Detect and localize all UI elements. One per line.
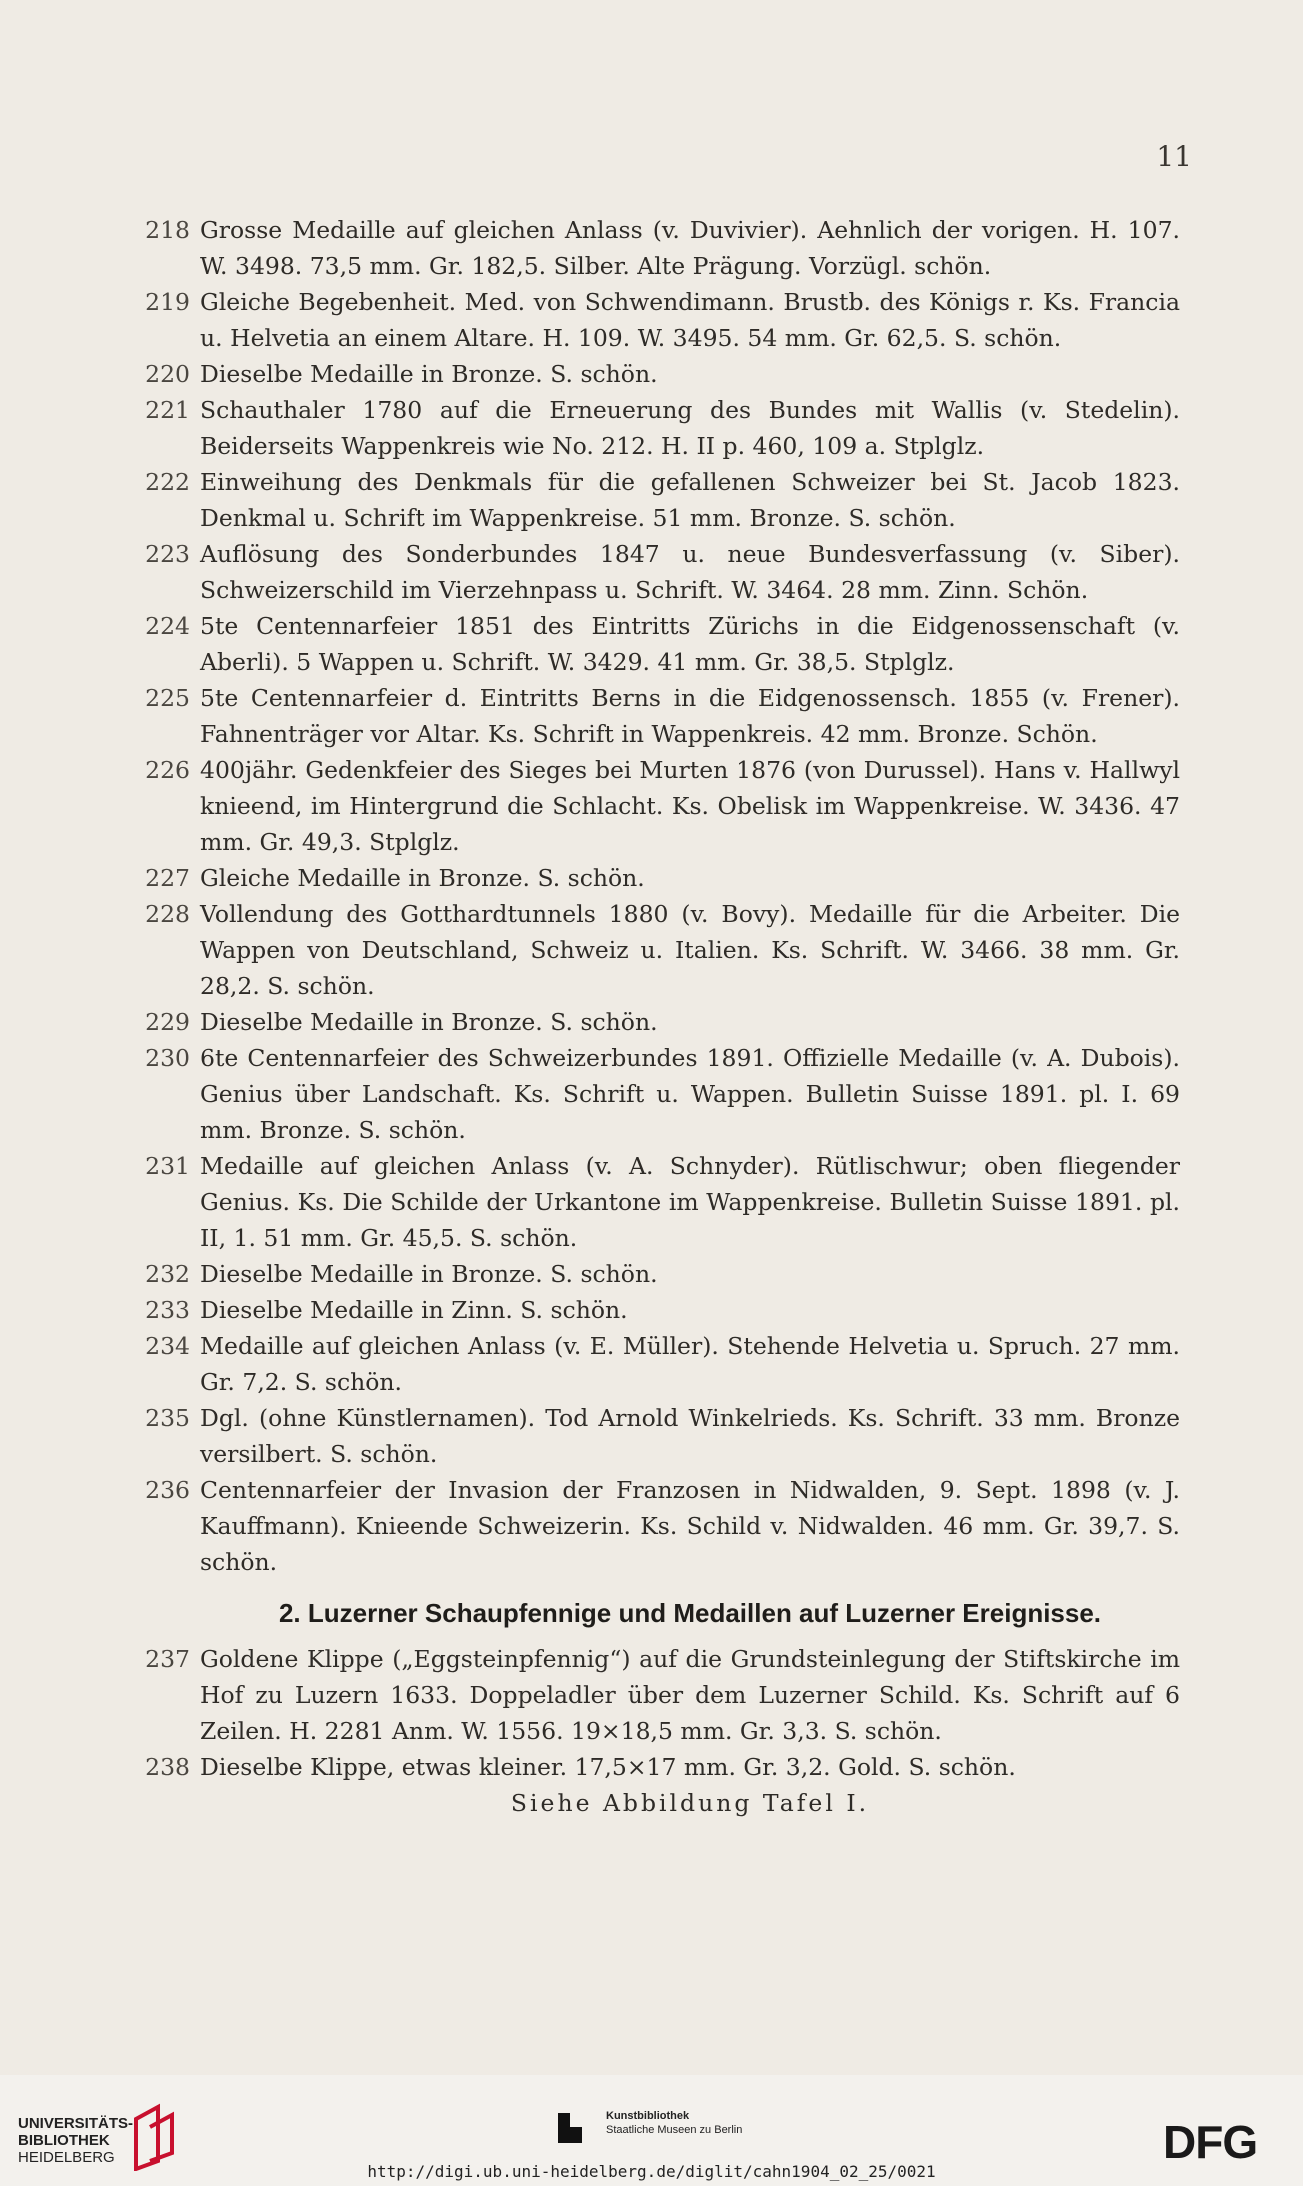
entry-number: 222 [145, 468, 190, 496]
footer-bar [0, 2075, 1303, 2186]
ub-logo-line2: BIBLIOTHEK [18, 2132, 110, 2149]
entry-text: Einweihung des Denkmals für die gefallenen Schweizer bei St. Jacob 1823. Denkmal u. Schrift im Wappenkreise. 51 mm. Bronze. S. schön. [200, 468, 1180, 532]
catalog-entry [120, 1472, 1180, 1580]
entry-text: 5te Centennarfeier d. Eintritts Berns in die Eidgenossensch. 1855 (v. Frener). Fahnenträger vor Altar. Ks. Schrift in Wappenkreis. 42 mm. Bronze. Schön. [200, 684, 1180, 748]
entry-text: Dieselbe Medaille in Bronze. S. schön. [200, 1260, 658, 1288]
catalog-entry [120, 608, 1180, 680]
entry-number: 234 [145, 1332, 190, 1360]
entry-number: 228 [145, 900, 190, 928]
entry-text: Dgl. (ohne Künstlernamen). Tod Arnold Winkelrieds. Ks. Schrift. 33 mm. Bronze versilbert. S. schön. [200, 1404, 1180, 1468]
entry-number: 230 [145, 1044, 190, 1072]
entry-text: Centennarfeier der Invasion der Franzosen in Nidwalden, 9. Sept. 1898 (v. J. Kauffmann). Knieende Schweizerin. Ks. Schild v. Nidwalden. 46 mm. Gr. 39,7. S. schön. [200, 1476, 1180, 1576]
entry-number: 232 [145, 1260, 190, 1288]
entry-text: Gleiche Begebenheit. Med. von Schwendimann. Brustb. des Königs r. Ks. Francia u. Helvetia an einem Altare. H. 109. W. 3495. 54 mm. Gr. 62,5. S. schön. [200, 288, 1180, 352]
catalog-entry [120, 1400, 1180, 1472]
entry-number: 235 [145, 1404, 190, 1432]
catalog-entry [120, 860, 1180, 896]
entry-text: Grosse Medaille auf gleichen Anlass (v. Duvivier). Aehnlich der vorigen. H. 107. W. 3498. 73,5 mm. Gr. 182,5. Silber. Alte Prägung. Vorzügl. schön. [200, 216, 1180, 280]
entry-number: 229 [145, 1008, 190, 1036]
catalog-entry [120, 1040, 1180, 1148]
catalog-entry [120, 1256, 1180, 1292]
entry-text: Dieselbe Klippe, etwas kleiner. 17,5×17 mm. Gr. 3,2. Gold. S. schön. [200, 1753, 1016, 1781]
catalog-entry [120, 752, 1180, 860]
entry-number: 236 [145, 1476, 190, 1504]
catalog-entry [120, 1749, 1180, 1785]
section-heading: 2. Luzerner Schaupfennige und Medaillen auf Luzerner Ereignisse. [278, 1598, 1102, 1628]
kunstbibliothek-emblem-icon [556, 2111, 588, 2145]
entry-text: 400jähr. Gedenkfeier des Sieges bei Murten 1876 (von Durussel). Hans v. Hallwyl knieend, im Hintergrund die Schlacht. Ks. Obelisk im Wappenkreise. W. 3436. 47 mm. Gr. 49,3. Stplglz. [200, 756, 1180, 856]
catalog-entry [120, 464, 1180, 536]
catalog-entry [120, 536, 1180, 608]
catalog-entry [120, 1641, 1180, 1749]
entry-text: Dieselbe Medaille in Bronze. S. schön. [200, 1008, 658, 1036]
catalog-entry [120, 1148, 1180, 1256]
entry-text: Dieselbe Medaille in Zinn. S. schön. [200, 1296, 628, 1324]
entry-number: 218 [145, 216, 190, 244]
entry-number: 221 [145, 396, 190, 424]
entry-text: Medaille auf gleichen Anlass (v. A. Schnyder). Rütlischwur; oben fliegender Genius. Ks. Die Schilde der Urkantone im Wappenkreise. Bulletin Suisse 1891. pl. II, 1. 51 mm. Gr. 45,5. S. schön. [200, 1152, 1180, 1252]
catalog-entry [120, 356, 1180, 392]
entry-number: 237 [145, 1645, 190, 1673]
entry-number: 219 [145, 288, 190, 316]
catalog-entries [120, 212, 1180, 1821]
entry-number: 226 [145, 756, 190, 784]
entry-number: 231 [145, 1152, 190, 1180]
entry-number: 227 [145, 864, 190, 892]
entry-text: Vollendung des Gotthardtunnels 1880 (v. Bovy). Medaille für die Arbeiter. Die Wappen von Deutschland, Schweiz u. Italien. Ks. Schrift. W. 3466. 38 mm. Gr. 28,2. S. schön. [200, 900, 1180, 1000]
entry-text: Medaille auf gleichen Anlass (v. E. Müller). Stehende Helvetia u. Spruch. 27 mm. Gr. 7,2. S. schön. [200, 1332, 1180, 1396]
entry-text: Dieselbe Medaille in Bronze. S. schön. [200, 360, 658, 388]
university-library-logo[interactable] [18, 2115, 133, 2166]
kunstbibliothek-logo[interactable] [556, 2109, 742, 2137]
entry-text: Auflösung des Sonderbundes 1847 u. neue Bundesverfassung (v. Siber). Schweizerschild im Vierzehnpass u. Schrift. W. 3464. 28 mm. Zinn. Schön. [200, 540, 1180, 604]
plate-reference: Siehe Abbildung Tafel I. [510, 1789, 870, 1817]
entry-number: 223 [145, 540, 190, 568]
entry-number: 233 [145, 1296, 190, 1324]
catalog-entry [120, 212, 1180, 284]
entry-number: 224 [145, 612, 190, 640]
entry-number: 238 [145, 1753, 190, 1781]
dfg-logo[interactable]: DFG [1163, 2116, 1258, 2168]
catalog-entry [120, 1004, 1180, 1040]
page-url[interactable]: http://digi.ub.uni-heidelberg.de/diglit/cahn1904_02_25/0021 [367, 2162, 936, 2181]
entry-text: Schauthaler 1780 auf die Erneuerung des Bundes mit Wallis (v. Stedelin). Beiderseits Wappenkreis wie No. 212. H. II p. 460, 109 a. Stplglz. [200, 396, 1180, 460]
entry-text: Goldene Klippe („Eggsteinpfennig“) auf die Grundsteinlegung der Stiftskirche im Hof zu Luzern 1633. Doppeladler über dem Luzerner Schild. Ks. Schrift auf 6 Zeilen. H. 2281 Anm. W. 1556. 19×18,5 mm. Gr. 3,3. S. schön. [200, 1645, 1180, 1745]
kb-title: Kunstbibliothek [606, 2110, 690, 2122]
catalog-entry [120, 1292, 1180, 1328]
ub-emblem-icon [128, 2101, 180, 2171]
entry-number: 225 [145, 684, 190, 712]
page-number: 11 [1156, 140, 1192, 173]
entry-number: 220 [145, 360, 190, 388]
entry-text: 5te Centennarfeier 1851 des Eintritts Zürichs in die Eidgenossenschaft (v. Aberli). 5 Wappen u. Schrift. W. 3429. 41 mm. Gr. 38,5. Stplglz. [200, 612, 1180, 676]
catalog-entry [120, 1328, 1180, 1400]
catalog-entry [120, 896, 1180, 1004]
catalog-entry [120, 392, 1180, 464]
ub-logo-line3: HEIDELBERG [18, 2149, 115, 2166]
entry-text: Gleiche Medaille in Bronze. S. schön. [200, 864, 645, 892]
catalog-entry [120, 284, 1180, 356]
kb-subtitle: Staatliche Museen zu Berlin [606, 2124, 743, 2136]
ub-logo-line1: UNIVERSITÄTS- [18, 2115, 134, 2132]
catalog-entry [120, 680, 1180, 752]
entry-text: 6te Centennarfeier des Schweizerbundes 1891. Offizielle Medaille (v. A. Dubois). Genius über Landschaft. Ks. Schrift u. Wappen. Bulletin Suisse 1891. pl. I. 69 mm. Bronze. S. schön. [200, 1044, 1180, 1144]
